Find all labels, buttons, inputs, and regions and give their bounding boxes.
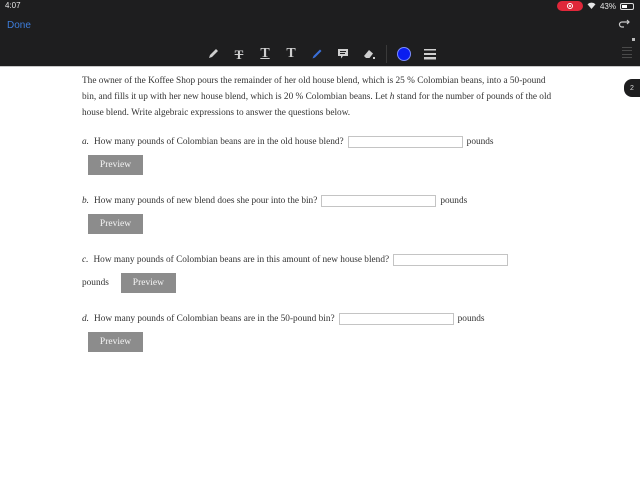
- question-text: How many pounds of Colombian beans are in the 50-pound bin?: [93, 314, 335, 324]
- comment-tool[interactable]: [330, 43, 356, 65]
- screen-recording-icon[interactable]: [557, 1, 583, 11]
- problem-statement: [82, 73, 562, 121]
- color-circle-icon: [397, 47, 411, 61]
- strikethrough-tool[interactable]: [226, 43, 252, 65]
- text-tool[interactable]: [278, 43, 304, 65]
- underline-tool[interactable]: [252, 43, 278, 65]
- text-icon: T: [286, 46, 296, 61]
- unit-label: pounds: [457, 314, 485, 324]
- line-width-icon: [424, 48, 436, 60]
- answer-input-a[interactable]: [348, 136, 463, 148]
- status-indicators: [557, 1, 634, 11]
- problem-text-1: The owner of the Koffee Shop pours the remainder of her old house blend, which is 25 % Colombian beans, into a 50-pound bin, and fills it up with her new house blend, which is 20 % Colombian beans. Let: [82, 76, 546, 102]
- toolbar-divider: [386, 45, 387, 63]
- question-text: How many pounds of Colombian beans are in this amount of new house blend?: [93, 255, 390, 265]
- color-picker[interactable]: [391, 43, 417, 65]
- answer-input-b[interactable]: [321, 195, 436, 207]
- strikethrough-icon: T: [234, 46, 244, 62]
- question-letter: d.: [82, 314, 89, 324]
- comment-icon: [337, 48, 349, 60]
- question-c: [82, 253, 512, 293]
- pen-icon: [311, 48, 323, 60]
- preview-button-b[interactable]: Preview: [88, 214, 143, 234]
- question-letter: a.: [82, 137, 89, 147]
- eraser-icon: [363, 48, 376, 60]
- question-b: [82, 194, 467, 234]
- question-text: How many pounds of Colombian beans are in the old house blend?: [93, 137, 344, 147]
- top-bar: [0, 0, 640, 66]
- question-letter: c.: [82, 255, 89, 265]
- preview-button-c[interactable]: Preview: [121, 273, 176, 293]
- variable-h: h: [389, 92, 395, 102]
- page-number-badge[interactable]: 2: [624, 79, 640, 97]
- annotation-toolbar: [200, 43, 443, 65]
- share-icon[interactable]: [618, 18, 630, 30]
- list-icon[interactable]: [622, 47, 632, 58]
- preview-button-d[interactable]: Preview: [88, 332, 143, 352]
- answer-input-d[interactable]: [339, 313, 454, 325]
- answer-input-c[interactable]: [393, 254, 508, 266]
- underline-icon: T: [260, 46, 270, 61]
- question-text: How many pounds of new blend does she pour into the bin?: [93, 196, 318, 206]
- document-page: [0, 66, 640, 480]
- unit-label: pounds: [440, 196, 468, 206]
- resize-corner-icon: [632, 38, 635, 41]
- pen-tool[interactable]: [304, 43, 330, 65]
- problem-text-2: stand for the number of pounds of the old house blend. Write algebraic expressions to answer the questions below.: [82, 92, 552, 118]
- battery-icon: [620, 3, 634, 10]
- pencil-icon: [207, 48, 219, 60]
- done-button[interactable]: Done: [7, 20, 31, 31]
- eraser-tool[interactable]: [356, 43, 382, 65]
- unit-label: pounds: [466, 137, 494, 147]
- status-time: 4:07: [5, 1, 21, 10]
- question-d: [82, 312, 485, 352]
- question-letter: b.: [82, 196, 89, 206]
- pencil-tool[interactable]: [200, 43, 226, 65]
- wifi-icon: [587, 2, 596, 11]
- unit-label: pounds: [82, 278, 109, 288]
- line-width-tool[interactable]: [417, 43, 443, 65]
- question-a: [82, 135, 494, 175]
- preview-button-a[interactable]: Preview: [88, 155, 143, 175]
- battery-percent: 43%: [599, 1, 616, 11]
